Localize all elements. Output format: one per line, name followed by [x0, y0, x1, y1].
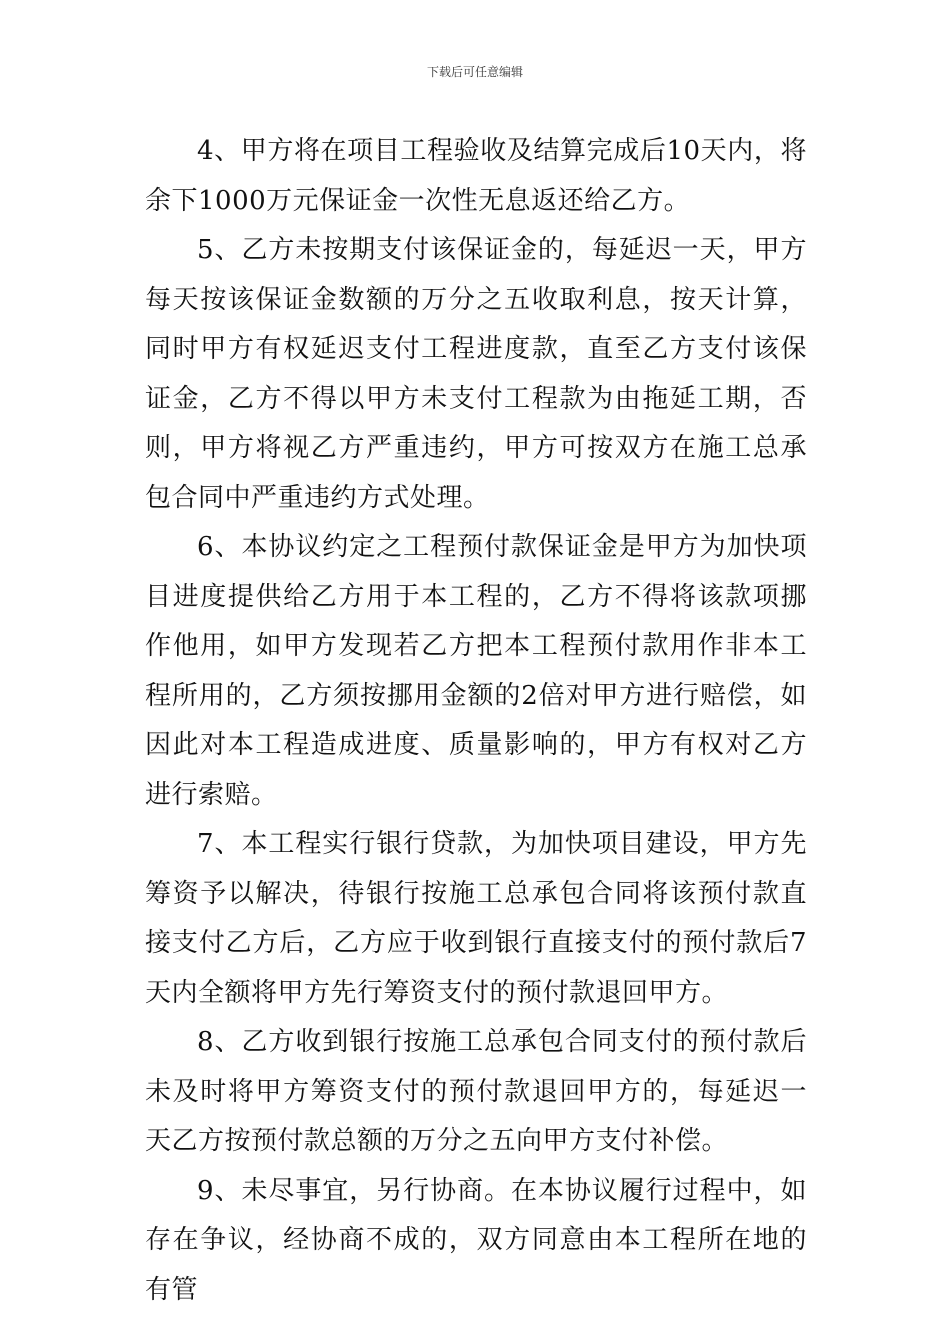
clause-8: 8、乙方收到银行按施工总承包合同支付的预付款后未及时将甲方筹资支付的预付款退回甲方的，每延迟一天乙方按预付款总额的万分之五向甲方支付补偿。 — [145, 1027, 807, 1156]
clause-9: 9、未尽事宜，另行协商。在本协议履行过程中，如存在争议，经协商不成的，双方同意由本工程所在地的有管 — [145, 1175, 807, 1305]
clause-4: 4、甲方将在项目工程验收及结算完成后10天内，将余下1000万元保证金一次性无息返还给乙方。 — [145, 136, 807, 216]
clause-6: 6、本协议约定之工程预付款保证金是甲方为加快项目进度提供给乙方用于本工程的，乙方不得将该款项挪作他用，如甲方发现若乙方把本工程预付款用作非本工程所用的，乙方须按挪用金额的2倍对甲方进行赔偿，如因此对本工程造成进度、质量影响的，甲方有权对乙方进行索赔。 — [145, 532, 807, 810]
clause-5: 5、乙方未按期支付该保证金的，每延迟一天，甲方每天按该保证金数额的万分之五收取利息，按天计算，同时甲方有权延迟支付工程进度款，直至乙方支付该保证金，乙方不得以甲方未支付工程款为由拖延工期，否则，甲方将视乙方严重违约，甲方可按双方在施工总承包合同中严重违约方式处理。 — [145, 235, 807, 513]
clause-7: 7、本工程实行银行贷款，为加快项目建设，甲方先筹资予以解决，待银行按施工总承包合同将该预付款直接支付乙方后，乙方应于收到银行直接支付的预付款后7天内全额将甲方先行筹资支付的预付款退回甲方。 — [145, 829, 807, 1008]
page-header: 下载后可任意编辑 — [426, 65, 523, 79]
document-body — [145, 127, 807, 1315]
